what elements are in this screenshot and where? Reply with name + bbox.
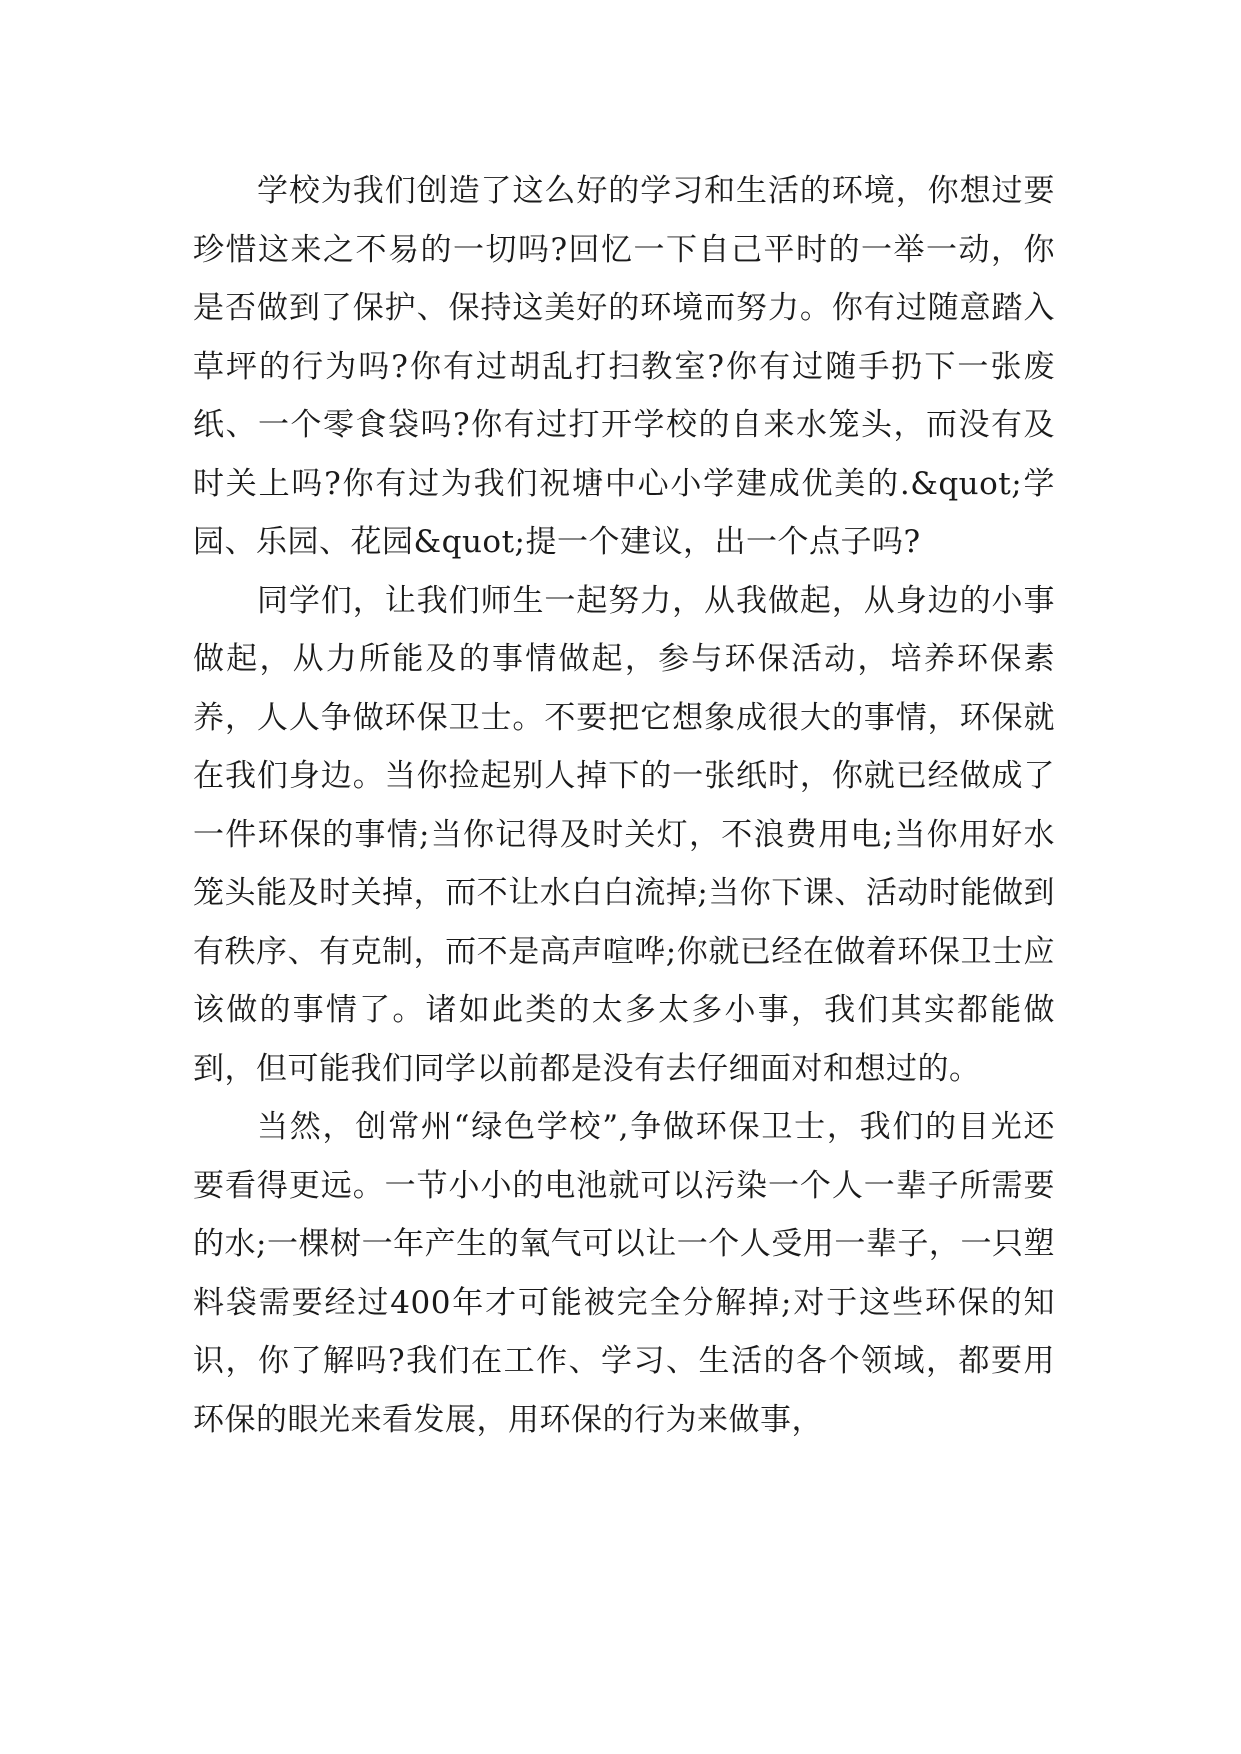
paragraph-1: 学校为我们创造了这么好的学习和生活的环境，你想过要珍惜这来之不易的一切吗?回忆一下自己平时的一举一动，你是否做到了保护、保持这美好的环境而努力。你有过随意踏入草坪的行为吗?你有过胡乱打扫教室?你有过随手扔下一张废纸、一个零食袋吗?你有过打开学校的自来水笼头，而没有及时关上吗?你有过为我们祝塘中心小学建成优美的.&quot;学园、乐园、花园&quot;提一个建议，出一个点子吗?	[193, 173, 1055, 560]
paragraph-2: 同学们，让我们师生一起努力，从我做起，从身边的小事做起，从力所能及的事情做起，参与环保活动，培养环保素养，人人争做环保卫士。不要把它想象成很大的事情，环保就在我们身边。当你捡起别人掉下的一张纸时，你就已经做成了一件环保的事情;当你记得及时关灯，不浪费用电;当你用好水笼头能及时关掉，而不让水白白流掉;当你下课、活动时能做到有秩序、有克制，而不是高声喧哗;你就已经在做着环保卫士应该做的事情了。诸如此类的太多太多小事，我们其实都能做到，但可能我们同学以前都是没有去仔细面对和想过的。	[193, 582, 1055, 1087]
body-text	[193, 162, 1055, 1449]
paragraph-3: 当然，创常州“绿色学校”,争做环保卫士，我们的目光还要看得更远。一节小小的电池就可以污染一个人一辈子所需要的水;一棵树一年产生的氧气可以让一个人受用一辈子，一只塑料袋需要经过400年才可能被完全分解掉;对于这些环保的知识，你了解吗?我们在工作、学习、生活的各个领域，都要用环保的眼光来看发展，用环保的行为来做事，	[193, 1109, 1055, 1438]
